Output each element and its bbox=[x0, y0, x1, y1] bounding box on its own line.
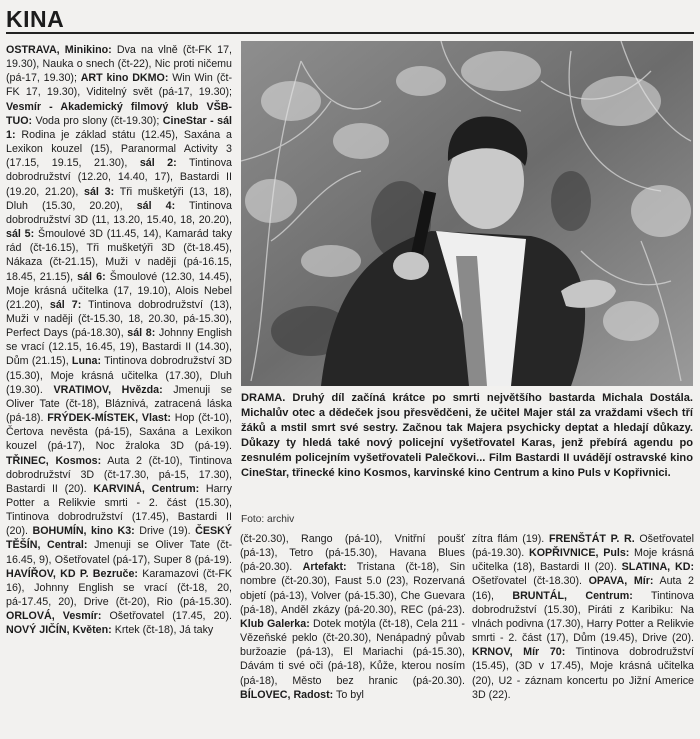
venue-name: OSTRAVA, Minikino: bbox=[6, 44, 112, 56]
venue-name: sál 3: bbox=[84, 185, 115, 198]
listing-text: Ošetřovatel (čt-18.30). bbox=[472, 575, 589, 588]
venue-name: TŘINEC, Kosmos: bbox=[6, 454, 102, 467]
listing-text: Dva na vlně (čt-FK 17, 19.30), Nauka o snech (čt-22), Nic proti ničemu (pá-17, 19.30); bbox=[6, 44, 232, 85]
venue-name: ORLOVÁ, Vesmír: bbox=[6, 610, 102, 623]
listing-text: Jmenuji se Oliver Tate (čt-16.45, 9), Ošetřovatel (pá-17), Super 8 (pá-19). bbox=[6, 539, 233, 566]
listing-text: Tintinova dobrodružství 3D (11, 13.20, 15.40, 18, 20.20), bbox=[6, 199, 232, 226]
listings-column-3 bbox=[472, 532, 694, 702]
header-rule bbox=[6, 32, 694, 34]
venue-name: FRÝDEK-MÍSTEK, Vlast: bbox=[47, 412, 171, 425]
venue-name: CineStar - sál 1: bbox=[6, 114, 232, 141]
listing-text: Harry Potter a Relikvie smrti - 2. část (15.30), Tintinova dobrodružství (17.45), Bastardi II (20). bbox=[6, 482, 233, 538]
listing-text: zítra flám (19). bbox=[472, 533, 549, 545]
venue-name: sál 8: bbox=[127, 327, 156, 340]
venue-name: HAVÍŘOV, KD P. Bezruče: bbox=[6, 567, 138, 580]
venue-name: ČESKÝ TĚŠÍN, Central: bbox=[6, 525, 232, 552]
listing-text: Moje krásná učitelka (18), Bastardi II (20). bbox=[472, 547, 695, 574]
listings-column-2 bbox=[240, 532, 465, 702]
venue-name: KOPŘIVNICE, Puls: bbox=[529, 547, 630, 560]
listing-text: Voda pro slony (čt-19.30); bbox=[32, 114, 163, 127]
venue-name: Artefakt: bbox=[302, 561, 347, 574]
listing-text: Ošetřovatel (17.45, 20). bbox=[101, 610, 233, 623]
listing-text: Tintinova dobrodružství (12.20, 14.40, 17), Bastardi II (19.20, 21.20), bbox=[6, 157, 232, 198]
listing-text: Šmoulové 3D (11.45, 14), Kamarád taky rád (čt-16.15), Tři mušketýři 3D (čt-18.45), Nákaza (čt-21.15), Muži v naději (pá-16.15, 18.45, 21.15), bbox=[6, 228, 232, 283]
listing-text: Tintinova dobrodružství (15.45), (3D v 17.45), Moje krásná učitelka (20), U2 - záznam koncertu po Jižní Americe 3D (22). bbox=[472, 646, 694, 701]
listing-text: Rodina je základ státu (12.45), Saxána a Lexikon kouzel (15), Paranormal Activity 3 (17.15, 19.15, 21.30), bbox=[6, 128, 232, 170]
listing-text: Karamazovi (čt-FK 16), Johnny English se vrací (čt-18, 20, pá-17.45, 20), Drive (čt-20), Rio (pá-15.30). bbox=[6, 567, 232, 609]
venue-name: ART kino DKMO: bbox=[80, 72, 169, 85]
venue-name: OPAVA, Mír: bbox=[588, 575, 654, 588]
photo-caption: DRAMA. Druhý díl začíná krátce po smrti největšího bastarda Michala Dostála. Michalův otec a dědeček jsou přesvědčeni, že učitel Majer stál za vraždami všech tří žáků a mstil smrt své sestry. Začnou tak Majera psychicky deptat a hledají důkazy. Důkazy ty hledá také nový policejní vyšetřovatel Karas, jenž přebírá agendu po zesnulém policejním vyšetřovateli Palečkovi... Film Bastardi II uvádějí ostravské kino CineStar, třinecké kino Kosmos, karvinské kino Centrum a kino Puls v Kopřivnici. bbox=[241, 392, 693, 480]
section-title: KINA bbox=[6, 6, 65, 32]
listing-text: Johnny English se vrací (12.15, 16.45, 19), Bastardi II (14.30), Dům (21.15), bbox=[6, 327, 232, 368]
listing-text: Tři mušketýři (13, 18), Dluh (15.30, 20.20), bbox=[6, 185, 232, 212]
listing-text: Win Win (čt-FK 17, 19.30), Viditelný svět (pá-17, 19.30); bbox=[6, 72, 233, 99]
venue-name: KARVINÁ, Centrum: bbox=[93, 482, 200, 495]
listing-text: Šmoulové (12.30, 14.45), Moje krásná učitelka (17, 19.10), Alois Nebel (21.20), bbox=[6, 270, 232, 311]
listing-text: Hop (čt-10), Čertova nevěsta (pá-15), Saxána a Lexikon kouzel (pá-17), Noc žraloka 3D (pá-19). bbox=[6, 412, 232, 453]
venue-name: Vesmír - Akademický filmový klub VŠB-TUO: bbox=[6, 100, 232, 127]
listing-text: (čt-20.30), Rango (pá-10), Vnitřní poušť (pá-13), Tetro (pá-15.30), Havana Blues (pá-20.30). bbox=[240, 533, 465, 574]
venue-name: BÍLOVEC, Radost: bbox=[240, 688, 334, 701]
venue-name: sál 4: bbox=[136, 199, 176, 212]
venue-name: Luna: bbox=[71, 355, 102, 368]
venue-name: sál 5: bbox=[6, 228, 35, 241]
photo-credit: Foto: archiv bbox=[241, 514, 295, 525]
venue-name: Klub Galerka: bbox=[240, 617, 310, 630]
listing-text: Tintinova dobrodružství (13), Muži v naději (čt-15.30, 18, 20.30, pá-15.30), Perfect Days (pá-18.30), bbox=[6, 298, 232, 340]
venue-name: NOVÝ JIČÍN, Květen: bbox=[6, 624, 112, 637]
venue-name: FRENŠTÁT P. R. bbox=[548, 533, 635, 545]
man-in-forest-photo bbox=[241, 41, 693, 386]
listing-text: Krtek (čt-18), Já taky bbox=[111, 624, 214, 637]
venue-name: sál 7: bbox=[49, 298, 82, 311]
listing-text: Jmenuji se Oliver Tate (čt-18), Bláznivá, zatracená láska (pá-18). bbox=[6, 383, 232, 425]
listing-text: Tintinova dobrodružství (15.30), Piráti z Karibiku: Na vlnách podivna (17.30), Harry Potter a Relikvie smrti - 2. část (17), Dům (19.45), Drive (20). bbox=[472, 589, 695, 645]
section-header bbox=[6, 4, 694, 34]
listing-text: Ošetřovatel (pá-19.30). bbox=[472, 533, 695, 560]
venue-name: BOHUMÍN, kino K3: bbox=[32, 525, 135, 538]
listing-text: Tristana (čt-18), Sin nombre (čt-20.30), Faust 5.0 (23), Rozervaná objetí (pá-13), Volver (pá-15.30), Che Guevara (pá-18), Anděl zkázy (pá-20.30), REC (pá-23). bbox=[240, 561, 466, 616]
listing-text: Drive (19). bbox=[134, 525, 196, 538]
listing-text: Auta 2 (16), bbox=[472, 575, 695, 602]
listing-text: To byl bbox=[333, 688, 364, 701]
listing-text: Auta 2 (čt-10), Tintinova dobrodružství 3D (čt-17.30, pá-15, 17.30), Bastardi II (20). bbox=[6, 454, 232, 495]
venue-name: sál 6: bbox=[77, 270, 106, 283]
listing-text: Tintinova dobrodružství 3D (15.30), Moje krásná učitelka (17.30), Dluh (19.30). bbox=[6, 355, 232, 396]
venue-name: KRNOV, Mír 70: bbox=[472, 646, 566, 659]
listing-text: Dotek motýla (čt-18), Cela 211 - Vězeňské peklo (čt-20.30), Nenápadný půvab buržoazie (pá-13), El Mariachi (pá-15.30), Dávám ti své oči (pá-18), Kůže, kterou nosím (pá-18), Město bez hranic (pá-20.30). bbox=[240, 617, 465, 687]
venue-name: VRATIMOV, Hvězda: bbox=[53, 383, 163, 396]
listings-column-1 bbox=[6, 43, 232, 638]
venue-name: sál 2: bbox=[139, 157, 177, 170]
venue-name: BRUNTÁL, Centrum: bbox=[512, 589, 633, 602]
venue-name: SLATINA, KD: bbox=[621, 561, 694, 574]
